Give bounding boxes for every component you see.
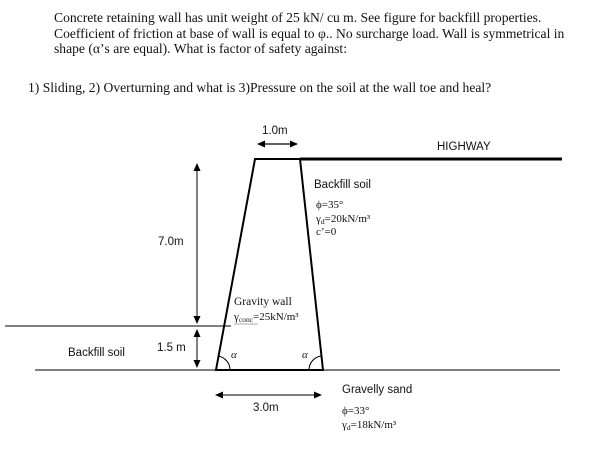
left-backfill-label: Backfill soil (68, 347, 125, 359)
problem-text: Concrete retaining wall has unit weight of 25 kN/ cu m. See figure for backfill properties. Coefficient of friction at base of wall is equal to φ.. No surcharge load. Wall is symmetrical in shape (α’s are equal). What is factor of safety against: (54, 10, 565, 57)
alpha-left-arc (218, 356, 230, 370)
depth-label: 1.5 m (157, 342, 186, 354)
foundation-phi: ϕ=33° (342, 405, 370, 417)
height-label: 7.0m (158, 236, 184, 248)
alpha-right-arc (309, 356, 321, 370)
backfill-title: Backfill soil (314, 179, 371, 191)
top-width-label: 1.0m (262, 125, 288, 137)
alpha-left: α (231, 349, 237, 361)
wall-gamma: γconc=25kN/m³ (234, 311, 299, 324)
backfill-gamma: γd=20kN/m³ (316, 213, 371, 226)
foundation-title: Gravelly sand (342, 384, 413, 396)
questions-text: 1) Sliding, 2) Overturning and what is 3)Pressure on the soil at the wall toe and heal? (28, 80, 492, 95)
foundation-gamma: γd=18kN/m³ (342, 419, 397, 432)
alpha-right: α (302, 349, 308, 361)
base-width-label: 3.0m (253, 402, 279, 414)
backfill-cohesion: c’=0 (316, 226, 337, 238)
highway-label: HIGHWAY (437, 141, 491, 153)
wall-title: Gravity wall (234, 296, 292, 308)
gravity-wall (216, 159, 323, 370)
backfill-phi: ϕ=35° (316, 199, 344, 211)
